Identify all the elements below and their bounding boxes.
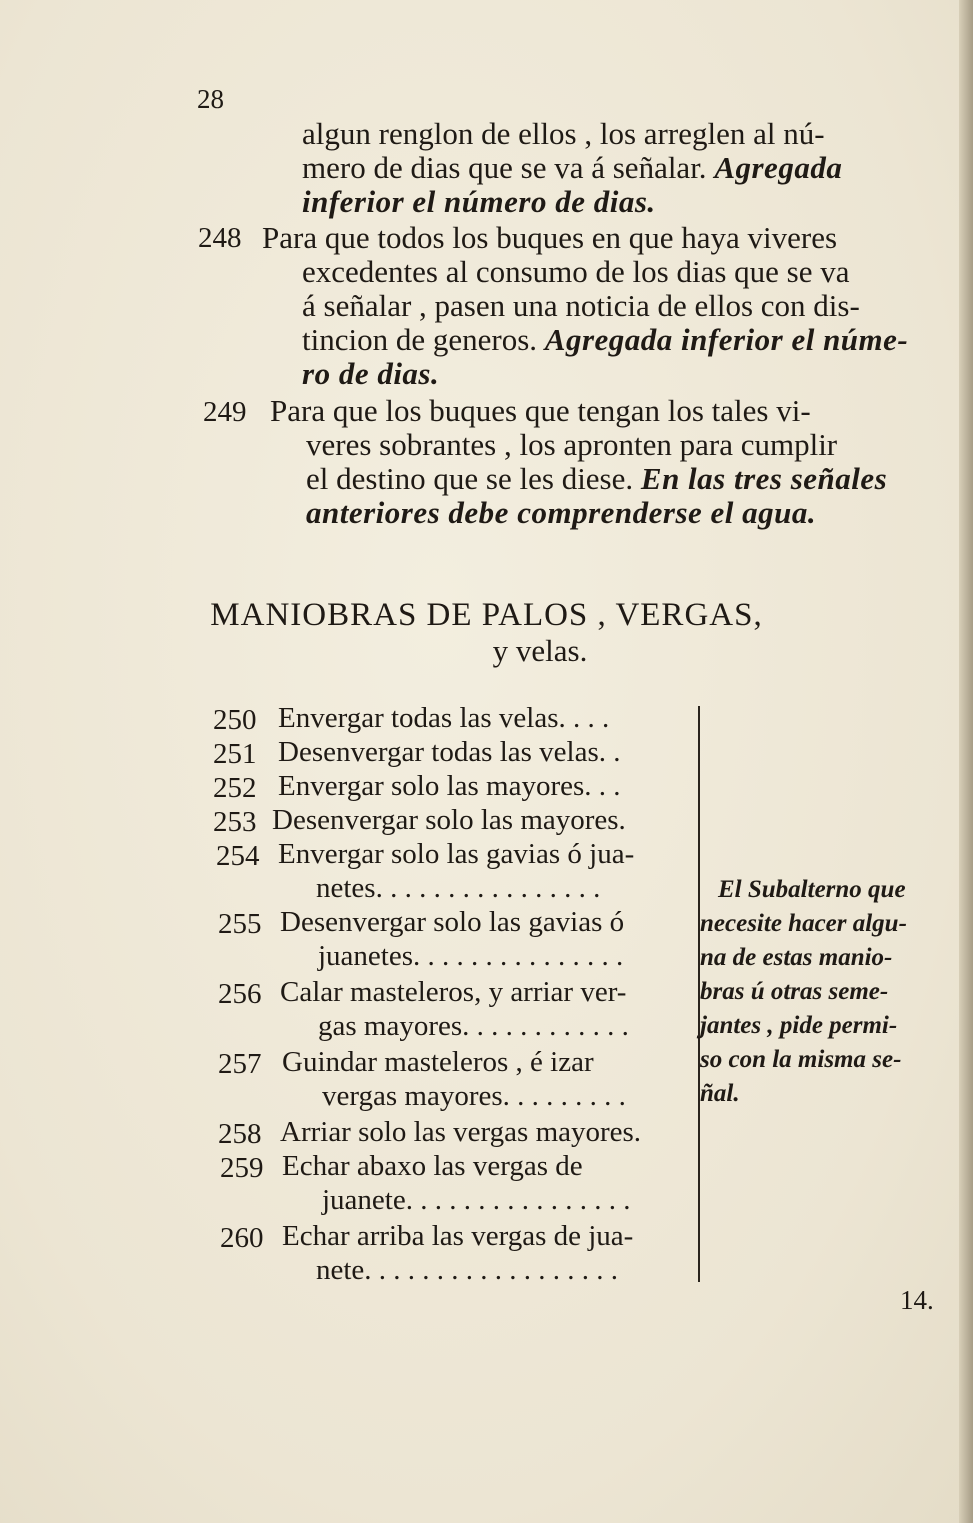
text-line: Para que todos los buques en que haya viveres <box>262 220 838 255</box>
signal-number: 254 <box>216 840 260 872</box>
signal-number: 255 <box>218 908 262 940</box>
note-line: El Subalterno que <box>718 876 906 903</box>
signal-number: 252 <box>213 772 257 804</box>
signal-number: 259 <box>220 1152 264 1184</box>
note-line: jantes , pide permi- <box>700 1012 898 1039</box>
page-number: 28 <box>197 84 224 114</box>
note-line: bras ú otras seme- <box>700 978 889 1005</box>
list-item: vergas mayores. . . . . . . . . <box>322 1080 626 1112</box>
list-item: Desenvergar solo las mayores. <box>272 804 626 836</box>
text-line: el destino que se les diese. En las tres señales <box>306 461 888 496</box>
list-item: Arriar solo las vergas mayores. <box>280 1116 642 1148</box>
signal-number: 248 <box>198 222 242 254</box>
text-line: tincion de generos. Agregada inferior el núme- <box>302 322 909 357</box>
list-item: Envergar todas las velas. . . . <box>278 702 610 734</box>
note-line: so con la misma se- <box>700 1046 902 1073</box>
list-item: Desenvergar todas las velas. . <box>278 736 621 768</box>
text-line: á señalar , pasen una noticia de ellos con dis- <box>302 288 860 323</box>
signal-number: 258 <box>218 1118 262 1150</box>
signal-number: 260 <box>220 1222 264 1254</box>
italic-note: Agregada inferior el núme- <box>544 322 909 357</box>
section-subheading: y velas. <box>492 633 588 668</box>
text-line: Para que los buques que tengan los tales vi- <box>270 393 811 428</box>
list-item: Echar arriba las vergas de jua- <box>282 1220 634 1252</box>
list-item: Calar masteleros, y arriar ver- <box>280 976 627 1008</box>
list-item: Echar abaxo las vergas de <box>282 1150 583 1182</box>
list-item: juanetes. . . . . . . . . . . . . . . <box>318 940 624 972</box>
list-item: gas mayores. . . . . . . . . . . . <box>318 1010 629 1042</box>
brace <box>686 706 700 1282</box>
list-item: Envergar solo las mayores. . . <box>278 770 621 802</box>
section-heading: MANIOBRAS DE PALOS , VERGAS, <box>210 597 763 633</box>
signal-number: 249 <box>203 396 247 428</box>
signal-number: 253 <box>213 806 257 838</box>
italic-note: anteriores debe comprenderse el agua. <box>306 495 817 530</box>
signal-number: 250 <box>213 704 257 736</box>
list-item: juanete. . . . . . . . . . . . . . . . <box>322 1184 631 1216</box>
italic-note: En las tres señales <box>640 461 888 496</box>
italic-note: Agregada <box>714 150 843 185</box>
page-edge-shadow <box>959 0 973 1523</box>
italic-note: ro de dias. <box>302 356 440 391</box>
list-item: netes. . . . . . . . . . . . . . . . <box>316 872 601 904</box>
note-line: ñal. <box>700 1080 740 1107</box>
list-item: nete. . . . . . . . . . . . . . . . . . <box>316 1254 619 1286</box>
italic-note: inferior el número de dias. <box>302 184 656 219</box>
list-item: Desenvergar solo las gavias ó <box>280 906 625 938</box>
catchword: 14. <box>900 1285 934 1315</box>
note-line: necesite hacer algu- <box>700 910 907 937</box>
note-line: na de estas manio- <box>700 944 893 971</box>
signal-number: 251 <box>213 738 257 770</box>
text-line: veres sobrantes , los apronten para cumplir <box>306 427 838 462</box>
list-item: Guindar masteleros , é izar <box>282 1046 594 1078</box>
text-line: mero de dias que se va á señalar. Agregada <box>302 150 843 185</box>
signal-number: 256 <box>218 978 262 1010</box>
list-item: Envergar solo las gavias ó jua- <box>278 838 635 870</box>
text-line: excedentes al consumo de los dias que se va <box>302 254 850 289</box>
text-line: algun renglon de ellos , los arreglen al nú- <box>302 116 825 151</box>
signal-number: 257 <box>218 1048 262 1080</box>
